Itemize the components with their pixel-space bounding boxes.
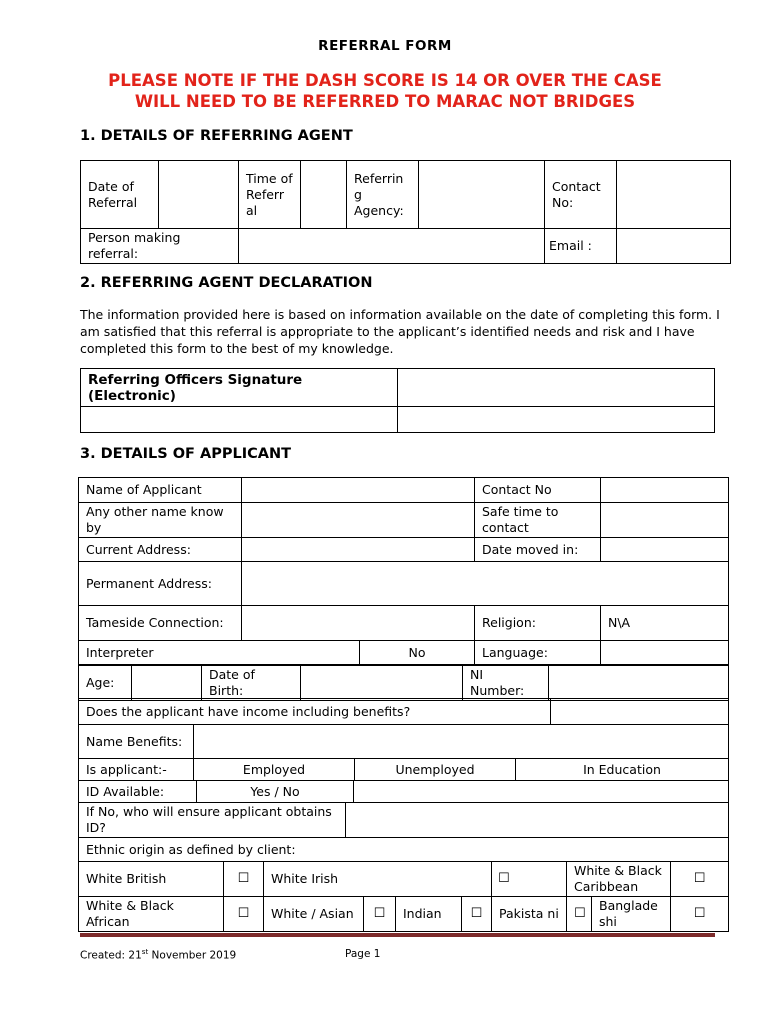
bangladeshi-checkbox[interactable]: ☐ xyxy=(671,897,729,932)
section-1-heading: 1. DETAILS OF REFERRING AGENT xyxy=(80,128,353,144)
page-number: Page 1 xyxy=(345,948,381,960)
indian-checkbox[interactable]: ☐ xyxy=(462,897,492,932)
pakistani-checkbox[interactable]: ☐ xyxy=(567,897,592,932)
id-available-value[interactable]: Yes / No xyxy=(197,781,354,803)
name-of-applicant-input[interactable] xyxy=(242,478,475,503)
white-black-caribbean-checkbox[interactable]: ☐ xyxy=(671,862,729,897)
email-input[interactable] xyxy=(617,229,731,264)
interpreter-label: Interpreter xyxy=(79,641,360,665)
notice-line-2: WILL NEED TO BE REFERRED TO MARAC NOT BRIDGES xyxy=(134,92,636,111)
religion-label: Religion: xyxy=(475,606,601,641)
age-label: Age: xyxy=(79,666,132,701)
ethnicity-table xyxy=(78,861,729,932)
notice-line-1: PLEASE NOTE IF THE DASH SCORE IS 14 OR OVER THE CASE xyxy=(108,71,662,90)
referring-agency-label: Referrin g Agency: xyxy=(347,161,419,229)
contact-no-label: Contact No: xyxy=(545,161,617,229)
signature-label: Referring Officers Signature (Electronic) xyxy=(81,369,398,407)
section-2-heading: 2. REFERRING AGENT DECLARATION xyxy=(80,275,373,291)
white-irish-checkbox[interactable]: ☐ xyxy=(492,862,567,897)
tameside-connection-label: Tameside Connection: xyxy=(79,606,242,641)
declaration-paragraph: The information provided here is based on information available on the date of completing this form. I am satisfied that this referral is appropriate to the applicant’s identified needs and risk and I have completed this form to the best of my knowledge. xyxy=(80,307,720,356)
id-responsible-label: If No, who will ensure applicant obtains ID? xyxy=(79,803,346,838)
indian-label: Indian xyxy=(396,897,462,932)
time-of-referral-label: Time of Referr al xyxy=(239,161,301,229)
name-benefits-input[interactable] xyxy=(194,725,729,759)
person-making-referral-input[interactable] xyxy=(239,229,545,264)
language-input[interactable] xyxy=(601,641,729,665)
contact-no-input[interactable] xyxy=(601,478,729,503)
contact-no-label: Contact No xyxy=(475,478,601,503)
bangladeshi-label: Banglade shi xyxy=(592,897,671,932)
applicant-table-d xyxy=(78,724,729,781)
unemployed-option[interactable]: Unemployed xyxy=(355,759,516,781)
contact-no-input[interactable] xyxy=(617,161,731,229)
is-applicant-label: Is applicant:- xyxy=(79,759,194,781)
current-address-input[interactable] xyxy=(242,538,475,562)
religion-value[interactable]: N\A xyxy=(601,606,729,641)
date-of-birth-label: Date of Birth: xyxy=(202,666,301,701)
created-sup: st xyxy=(141,948,149,956)
id-responsible-input[interactable] xyxy=(346,803,729,838)
current-address-label: Current Address: xyxy=(79,538,242,562)
person-making-referral-label: Person making referral: xyxy=(81,229,239,264)
applicant-table-a xyxy=(78,477,729,665)
age-input[interactable] xyxy=(132,666,202,701)
employed-option[interactable]: Employed xyxy=(194,759,355,781)
referring-agency-input[interactable] xyxy=(419,161,545,229)
white-asian-label: White / Asian xyxy=(264,897,364,932)
white-black-caribbean-label: White & Black Caribbean xyxy=(567,862,671,897)
date-moved-in-input[interactable] xyxy=(601,538,729,562)
safe-time-input[interactable] xyxy=(601,503,729,538)
marac-notice xyxy=(0,70,770,112)
time-of-referral-input[interactable] xyxy=(301,161,347,229)
income-question-label: Does the applicant have income including benefits? xyxy=(79,699,551,725)
section-3-heading: 3. DETAILS OF APPLICANT xyxy=(80,446,291,462)
other-name-input[interactable] xyxy=(242,503,475,538)
white-black-african-label: White & Black African xyxy=(79,897,224,932)
signature-extra-cell-2[interactable] xyxy=(398,407,715,433)
form-title: REFERRAL FORM xyxy=(318,38,452,54)
other-name-label: Any other name know by xyxy=(79,503,242,538)
permanent-address-input[interactable] xyxy=(242,562,729,606)
date-of-referral-input[interactable] xyxy=(159,161,239,229)
safe-time-label: Safe time to contact xyxy=(475,503,601,538)
ni-number-label: NI Number: xyxy=(463,666,549,701)
email-label: Email : xyxy=(545,229,617,264)
applicant-table-b xyxy=(78,665,729,701)
white-british-label: White British xyxy=(79,862,224,897)
applicant-table-c xyxy=(78,698,729,725)
interpreter-value[interactable]: No xyxy=(360,641,475,665)
name-benefits-label: Name Benefits: xyxy=(79,725,194,759)
signature-table xyxy=(80,368,715,433)
income-answer-input[interactable] xyxy=(551,699,729,725)
signature-input[interactable] xyxy=(398,369,715,407)
in-education-option[interactable]: In Education xyxy=(516,759,729,781)
id-available-label: ID Available: xyxy=(79,781,197,803)
pakistani-label: Pakista ni xyxy=(492,897,567,932)
created-prefix: Created: 21 xyxy=(80,949,142,962)
referring-agent-table xyxy=(80,160,731,264)
white-asian-checkbox[interactable]: ☐ xyxy=(364,897,396,932)
language-label: Language: xyxy=(475,641,601,665)
date-of-birth-input[interactable] xyxy=(301,666,463,701)
white-irish-label: White Irish xyxy=(264,862,492,897)
white-black-african-checkbox[interactable]: ☐ xyxy=(224,897,264,932)
ethnic-origin-label: Ethnic origin as defined by client: xyxy=(79,838,729,862)
applicant-table-f xyxy=(78,802,729,862)
applicant-table-e xyxy=(78,780,729,803)
tameside-connection-input[interactable] xyxy=(242,606,475,641)
signature-extra-cell-1[interactable] xyxy=(81,407,398,433)
name-of-applicant-label: Name of Applicant xyxy=(79,478,242,503)
created-suffix: November 2019 xyxy=(148,949,237,962)
footer-rule xyxy=(80,933,715,937)
date-moved-in-label: Date moved in: xyxy=(475,538,601,562)
white-british-checkbox[interactable]: ☐ xyxy=(224,862,264,897)
ni-number-input[interactable] xyxy=(549,666,729,701)
id-available-extra[interactable] xyxy=(354,781,729,803)
permanent-address-label: Permanent Address: xyxy=(79,562,242,606)
date-of-referral-label: Date of Referral xyxy=(81,161,159,229)
created-date xyxy=(80,948,236,962)
